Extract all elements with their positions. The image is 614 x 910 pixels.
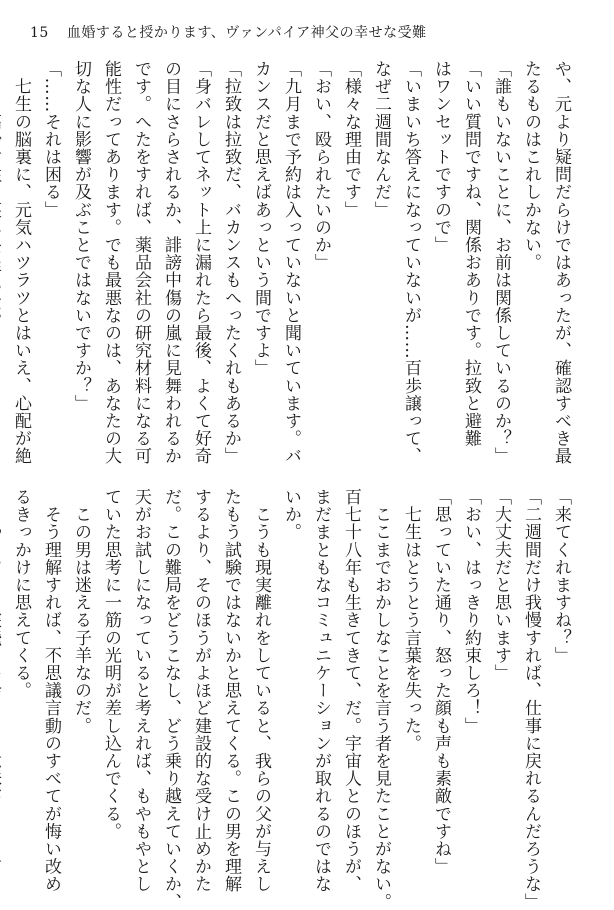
text-line: この男は迷える子羊なのだ。 xyxy=(71,488,91,735)
text-line: 「様々な理由です」 xyxy=(341,60,361,219)
text-line: 七生はとうとう言葉を失った。 xyxy=(401,488,421,752)
text-line: 百七十八年も生きてきて、だ。宇宙人とのほうが、 xyxy=(341,488,361,893)
running-title: 血婚すると授かります、ヴァンパイア神父の幸せな受難 xyxy=(66,25,427,41)
text-line: 「誰もいないことに、お前は関係しているのか？」 xyxy=(491,60,511,465)
text-line: こうも現実離れをしていると、我らの父が与えし xyxy=(251,488,271,893)
text-line: 「おい、殴られたいのか」 xyxy=(311,60,331,272)
text-line: そう理解すれば、不思議言動のすべてが悔い改め xyxy=(41,488,61,893)
text-line: カンスだと思えばあっという間ですよ」 xyxy=(251,60,271,377)
text-line: 七生の脳裏に、元気ハツラツとはいえ、心配が絶 xyxy=(11,60,31,465)
text-line: 切な人に影響が及ぶことではないですか？」 xyxy=(71,60,91,412)
text-line: たるものはこれしかない。 xyxy=(521,60,541,272)
text-line: 「九月まで予約は入っていないと聞いています。バ xyxy=(281,60,301,465)
text-line: まだまともなコミュニケーションが取れるのではな xyxy=(311,488,331,893)
text-block-lower xyxy=(11,488,576,910)
text-block-upper xyxy=(11,60,576,465)
text-line: いか。 xyxy=(281,488,301,541)
text-line: 能性だってあります。でも最悪なのは、あなたの大 xyxy=(101,60,121,465)
text-line: や、元より疑問だらけではあったが、確認すべき最 xyxy=(551,60,571,465)
text-line: するより、そのほうがよほど建設的な受け止めかた xyxy=(191,488,211,893)
text-line: 「二週間だけ我慢すれば、仕事に戻れるんだろうな」 xyxy=(521,488,541,910)
text-line: ここまでおかしなことを言う者を見たことがない。 xyxy=(371,488,391,910)
text-line: たもう試験ではないかと思えてくる。この男を理解 xyxy=(221,488,241,893)
running-header xyxy=(30,22,427,44)
text-line: だ。この難局をどうこなし、どう乗り越えていくか、 xyxy=(161,488,181,910)
text-line: 「おい、はっきり約束しろ！」 xyxy=(461,488,481,735)
text-line: 天がお試しになっていると考えれば、もやもやとし xyxy=(131,488,151,893)
text-line: ていた思考に一筋の光明が差し込んでくる。 xyxy=(101,488,121,840)
text-line: 「……それは困る」 xyxy=(41,60,61,219)
text-line: 「いまいち答えになっていないが……百歩譲って、 xyxy=(401,60,421,465)
text-line: 「いい質問ですね、関係おありです。拉致と避難 xyxy=(461,60,481,448)
text-line: るきっかけに思えてくる。 xyxy=(11,488,31,700)
text-line: 「思っていた通り、怒った顔も声も素敵ですね」 xyxy=(431,488,451,876)
text-line: なぜ二週間なんだ」 xyxy=(371,60,391,219)
text-line: です。へたをすれば、薬品会社の研究材料になる可 xyxy=(131,60,151,465)
page-number: 15 xyxy=(30,25,49,41)
text-line: 「大丈夫だと思います」 xyxy=(491,488,511,682)
text-line: 「身バレしてネット上に漏れたら最後、よくて好奇 xyxy=(191,60,211,465)
text-line: 「拉致は拉致だ、バカンスもへったくれもあるか」 xyxy=(221,60,241,465)
text-line xyxy=(0,488,6,883)
text-line: 「来てくれますね？」 xyxy=(551,488,571,664)
text-line: の目にさらされるか、誹謗中傷の嵐に見舞われるか xyxy=(161,60,181,465)
text-line: はワンセットですので」 xyxy=(431,60,451,254)
